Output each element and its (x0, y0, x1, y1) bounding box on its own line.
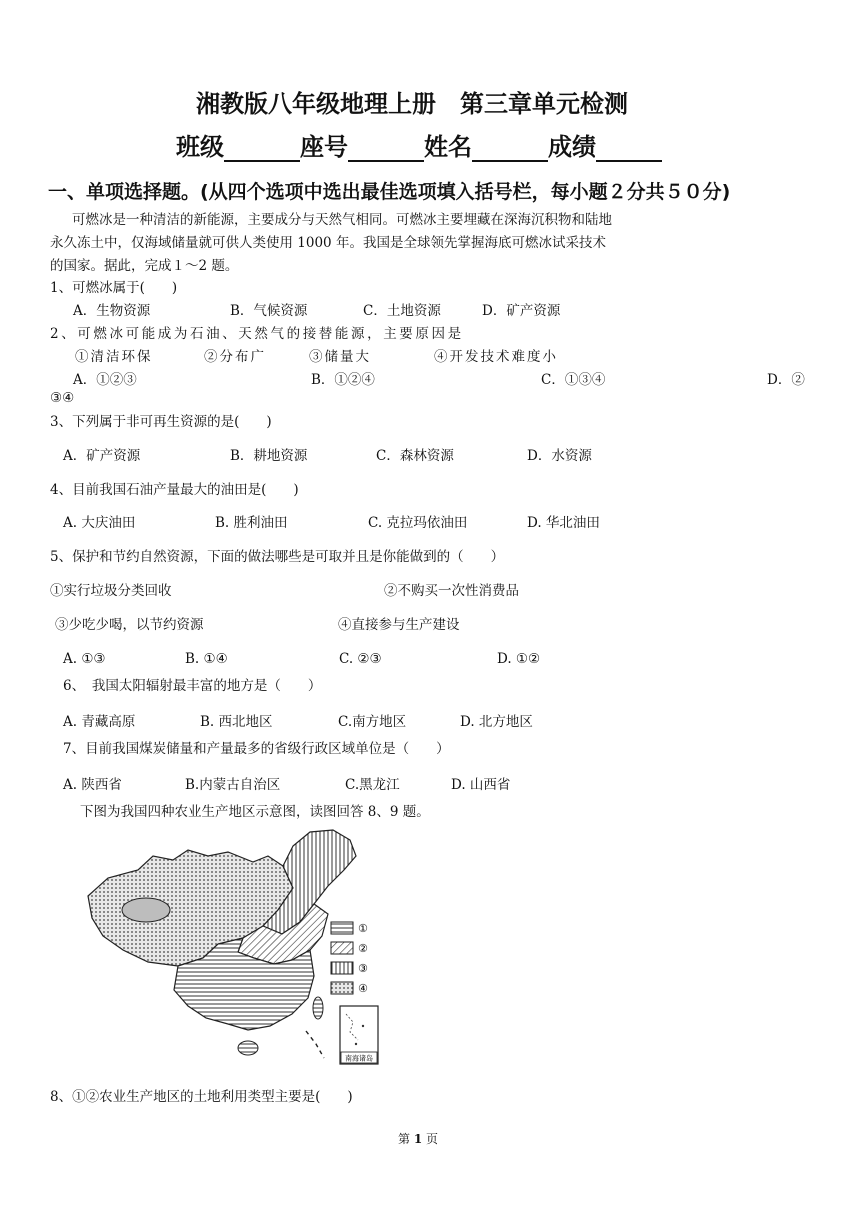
q5-item-3: ③少吃少喝，以节约资源 (55, 617, 204, 633)
inset-label: 南海诸岛 (345, 1054, 373, 1063)
q2-item-3: ③储量大 (309, 349, 371, 365)
map-intro: 下图为我国四种农业生产地区示意图，读图回答 8、9 题。 (80, 804, 430, 820)
info-seat-label: 座号 (300, 133, 348, 161)
legend-label-1: ① (358, 922, 368, 935)
map-graphic (78, 826, 398, 1066)
seat-blank[interactable] (348, 134, 424, 162)
q4-option-a: A. 大庆油田 (63, 515, 136, 531)
q2-item-1: ①清洁环保 (75, 349, 153, 365)
q1-option-b: B．气候资源 (230, 303, 308, 319)
footer-suffix: 页 (426, 1132, 439, 1146)
q5-option-a: A. ①③ (63, 651, 106, 667)
q2-option-d: D．② (767, 372, 805, 388)
q7-option-a: A. 陕西省 (63, 777, 122, 793)
q2-option-c: C．①③④ (541, 372, 606, 388)
q3-option-d: D．水资源 (527, 448, 592, 464)
q7-stem: 7、目前我国煤炭储量和产量最多的省级行政区域单位是（ ） (63, 741, 450, 757)
china-agriculture-map (78, 826, 398, 1066)
inset-dot (355, 1043, 357, 1045)
page-footer (398, 1130, 438, 1147)
q5-item-4: ④直接参与生产建设 (338, 617, 460, 633)
q6-option-b: B. 西北地区 (200, 714, 273, 730)
q2-option-b: B．①②④ (311, 372, 375, 388)
section-heading: 一、单项选择题。(从四个选项中选出最佳选项填入括号栏，每小题２分共５０分) (48, 181, 731, 203)
q5-item-2: ②不购买一次性消费品 (384, 583, 519, 599)
q7-option-c: C.黑龙江 (345, 777, 400, 793)
page-number: 1 (413, 1132, 423, 1146)
name-blank[interactable] (472, 134, 548, 162)
intro-line-3: 的国家。据此，完成１～2 题。 (50, 258, 239, 274)
q6-option-d: D. 北方地区 (460, 714, 533, 730)
q2-item-2: ②分布广 (204, 349, 266, 365)
legend-swatch-4 (331, 982, 353, 994)
q6-stem: 6、 我国太阳辐射最丰富的地方是（ ） (63, 678, 322, 694)
basin-area (122, 898, 170, 922)
q7-option-b: B.内蒙古自治区 (185, 777, 281, 793)
q3-option-b: B．耕地资源 (230, 448, 308, 464)
class-blank[interactable] (224, 134, 300, 162)
q3-stem: 3、下列属于非可再生资源的是( ) (50, 414, 272, 430)
intro-line-1: 可燃冰是一种清洁的新能源，主要成分与天然气相同。可燃冰主要埋藏在深海沉积物和陆地 (72, 212, 612, 228)
intro-line-2: 永久冻土中，仅海域储量就可供人类使用 1000 年。我国是全球领先掌握海底可燃冰试采技术 (50, 235, 606, 251)
legend-swatch-2 (331, 942, 353, 954)
taiwan-island (313, 997, 323, 1019)
q3-option-c: C．森林资源 (376, 448, 454, 464)
q2-option-a: A．①②③ (73, 372, 137, 388)
q2-stem: 2、可燃冰可能成为石油、天然气的接替能源，主要原因是 (50, 326, 464, 342)
q4-option-b: B. 胜利油田 (215, 515, 288, 531)
south-china-sea-inset (340, 1006, 378, 1064)
info-line (176, 127, 662, 162)
info-score-label: 成绩 (548, 133, 596, 161)
q4-option-c: C. 克拉玛依油田 (368, 515, 468, 531)
q5-option-b: B. ①④ (185, 651, 228, 667)
q4-stem: 4、目前我国石油产量最大的油田是( ) (50, 482, 299, 498)
footer-prefix: 第 (398, 1132, 411, 1146)
legend-label-3: ③ (358, 962, 368, 975)
inset-dot (362, 1025, 364, 1027)
q2-option-d-wrap: ③④ (50, 390, 75, 406)
q3-option-a: A．矿产资源 (63, 448, 141, 464)
q1-option-d: D．矿产资源 (482, 303, 561, 319)
q2-item-4: ④开发技术难度小 (434, 349, 558, 365)
q6-option-c: C.南方地区 (338, 714, 407, 730)
q5-option-d: D. ①② (497, 651, 541, 667)
legend-swatch-1 (331, 922, 353, 934)
sea-boundary (306, 1031, 324, 1058)
q5-option-c: C. ②③ (339, 651, 382, 667)
map-legend (331, 922, 368, 995)
q5-item-1: ①实行垃圾分类回收 (50, 583, 172, 599)
q7-option-d: D. 山西省 (451, 777, 511, 793)
legend-swatch-3 (331, 962, 353, 974)
legend-label-4: ④ (358, 982, 368, 995)
q4-option-d: D. 华北油田 (527, 515, 600, 531)
q1-option-c: C．土地资源 (363, 303, 441, 319)
page-title: 湘教版八年级地理上册 第三章单元检测 (196, 90, 628, 118)
legend-label-2: ② (358, 942, 368, 955)
q6-option-a: A. 青藏高原 (63, 714, 136, 730)
info-class-label: 班级 (176, 133, 224, 161)
q1-stem: 1、可燃冰属于( ) (50, 280, 178, 296)
hainan-island (238, 1041, 258, 1055)
q5-stem: 5、保护和节约自然资源，下面的做法哪些是可取并且是你能做到的（ ） (50, 549, 505, 565)
info-name-label: 姓名 (424, 133, 472, 161)
q1-option-a: A．生物资源 (73, 303, 151, 319)
score-blank[interactable] (596, 134, 662, 162)
q8-stem: 8、①②农业生产地区的土地利用类型主要是( ) (50, 1089, 353, 1105)
